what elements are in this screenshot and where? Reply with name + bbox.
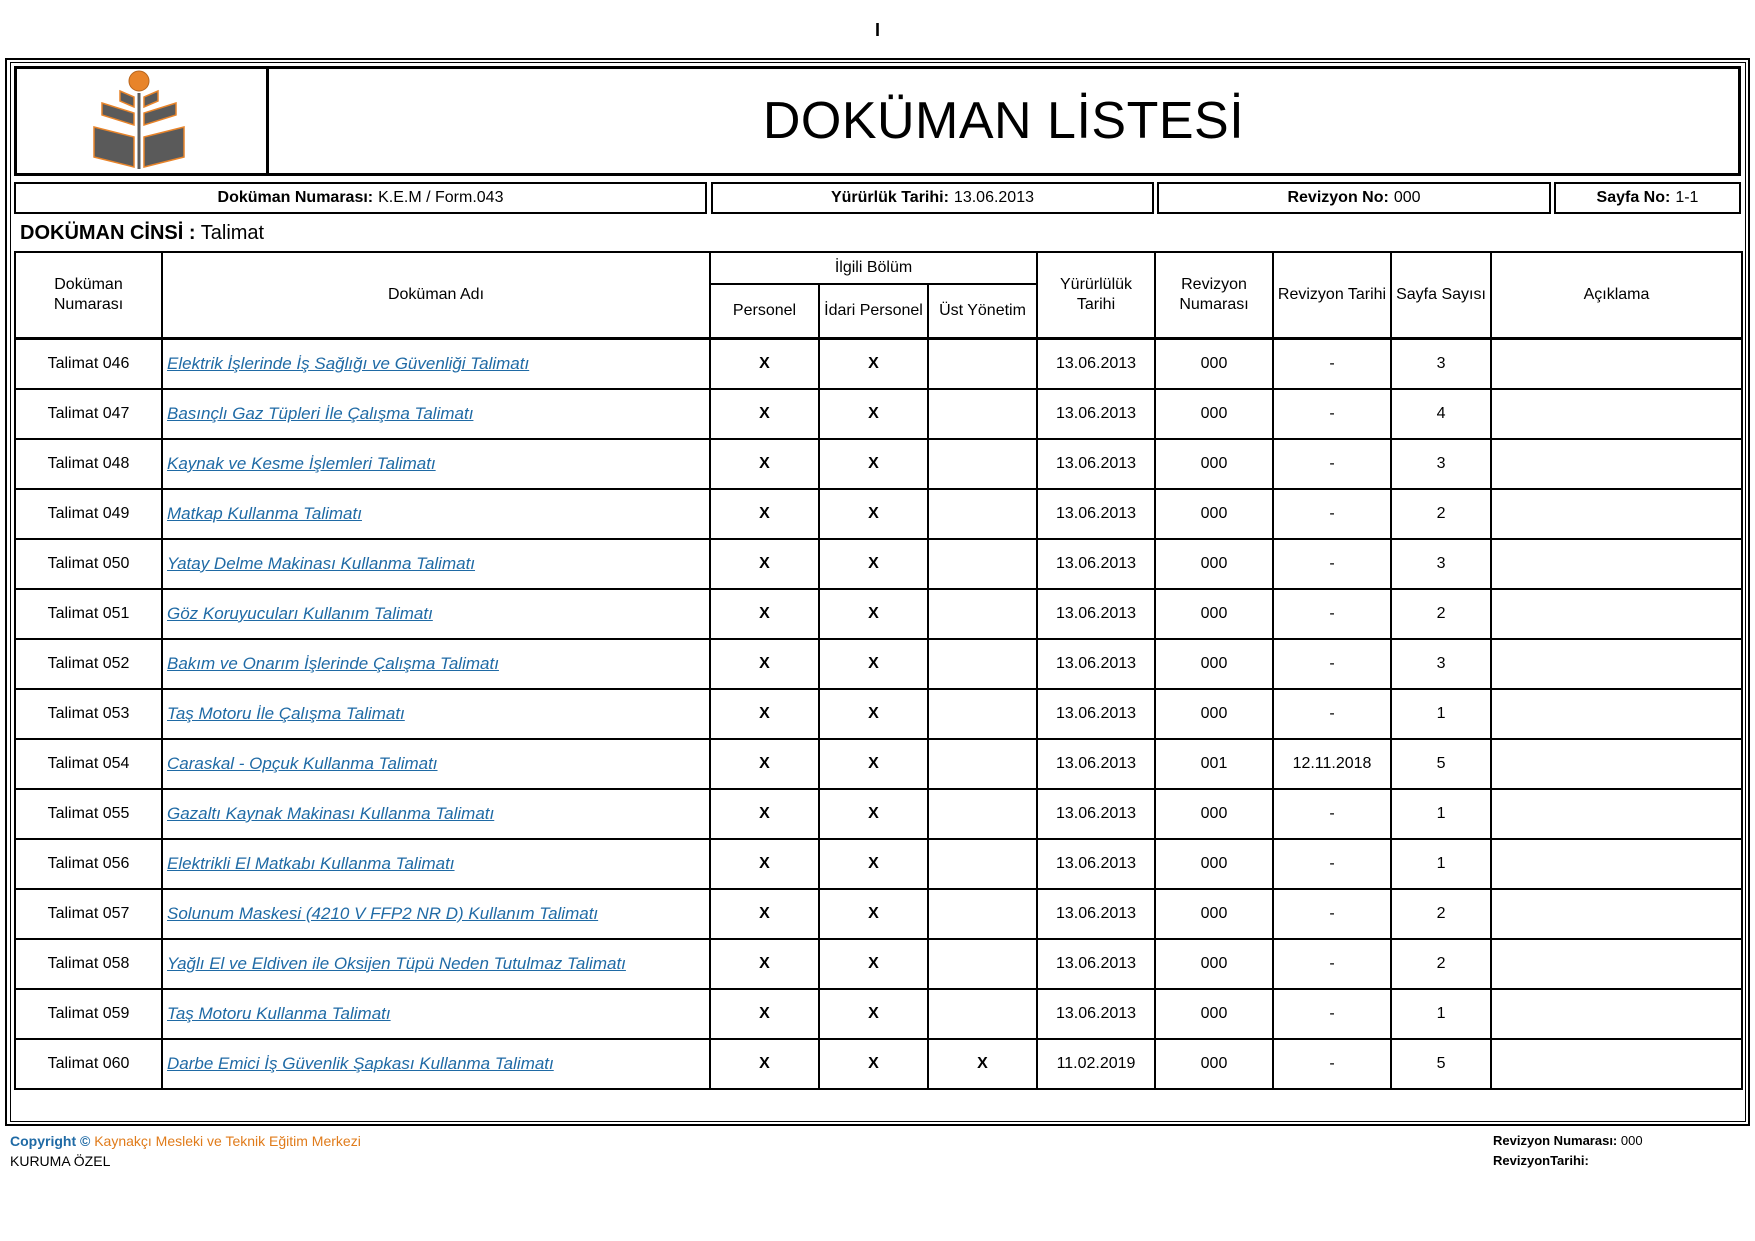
effective-date-cell: 13.06.2013 xyxy=(1037,789,1155,839)
page-count-cell: 3 xyxy=(1391,539,1491,589)
dept-personnel-cell: X xyxy=(710,989,819,1039)
dept-personnel-cell: X xyxy=(710,839,819,889)
table-row xyxy=(15,589,1742,639)
effective-date-cell: 13.06.2013 xyxy=(1037,339,1155,390)
dept-admin-cell: X xyxy=(819,839,928,889)
revision-date-cell: - xyxy=(1273,439,1391,489)
doc-no-cell: Talimat 051 xyxy=(15,589,162,639)
page-count-cell: 1 xyxy=(1391,839,1491,889)
dept-personnel-cell: X xyxy=(710,889,819,939)
table-row xyxy=(15,489,1742,539)
table-row xyxy=(15,939,1742,989)
revision-date-cell: - xyxy=(1273,539,1391,589)
footer-revision-no-label: Revizyon Numarası: xyxy=(1493,1133,1618,1148)
effective-date-cell: 13.06.2013 xyxy=(1037,889,1155,939)
revision-date-cell: - xyxy=(1273,839,1391,889)
footer-revision-date-label: RevizyonTarihi: xyxy=(1493,1153,1589,1168)
doc-name-link[interactable]: Solunum Maskesi (4210 V FFP2 NR D) Kullanım Talimatı xyxy=(167,904,599,923)
table-row xyxy=(15,539,1742,589)
table-row xyxy=(15,1039,1742,1089)
meta-revision-no-label: Revizyon No: xyxy=(1287,189,1389,206)
dept-management-cell xyxy=(928,439,1037,489)
doc-name-cell xyxy=(162,789,710,839)
notes-cell xyxy=(1491,389,1742,439)
dept-personnel-cell: X xyxy=(710,339,819,390)
page-count-cell: 5 xyxy=(1391,739,1491,789)
dept-management-cell xyxy=(928,639,1037,689)
revision-date-cell: - xyxy=(1273,639,1391,689)
document-list-table xyxy=(14,251,1743,1090)
doc-no-cell: Talimat 056 xyxy=(15,839,162,889)
doc-name-cell xyxy=(162,539,710,589)
revision-date-cell: - xyxy=(1273,589,1391,639)
table-row xyxy=(15,639,1742,689)
doc-no-cell: Talimat 046 xyxy=(15,339,162,390)
doc-name-cell xyxy=(162,989,710,1039)
revision-no-cell: 000 xyxy=(1155,689,1273,739)
table-row xyxy=(15,789,1742,839)
dept-admin-cell: X xyxy=(819,539,928,589)
dept-management-cell xyxy=(928,339,1037,390)
col-header-dept-management: Üst Yönetim xyxy=(928,284,1037,339)
meta-revision-no xyxy=(1157,182,1551,214)
revision-no-cell: 000 xyxy=(1155,789,1273,839)
doc-name-cell xyxy=(162,389,710,439)
effective-date-cell: 13.06.2013 xyxy=(1037,539,1155,589)
doc-name-link[interactable]: Caraskal - Opçuk Kullanma Talimatı xyxy=(167,754,438,773)
col-header-revision-date: Revizyon Tarihi xyxy=(1273,252,1391,339)
effective-date-cell: 13.06.2013 xyxy=(1037,639,1155,689)
effective-date-cell: 13.06.2013 xyxy=(1037,389,1155,439)
notes-cell xyxy=(1491,889,1742,939)
table-row xyxy=(15,739,1742,789)
revision-date-cell: - xyxy=(1273,939,1391,989)
col-header-page-count: Sayfa Sayısı xyxy=(1391,252,1491,339)
doc-name-link[interactable]: Darbe Emici İş Güvenlik Şapkası Kullanma Talimatı xyxy=(167,1054,554,1073)
revision-date-cell: - xyxy=(1273,339,1391,390)
dept-admin-cell: X xyxy=(819,889,928,939)
meta-revision-no-value: 000 xyxy=(1393,189,1421,206)
doc-type-label: DOKÜMAN CİNSİ : xyxy=(20,222,196,244)
notes-cell xyxy=(1491,789,1742,839)
dept-personnel-cell: X xyxy=(710,789,819,839)
doc-name-link[interactable]: Kaynak ve Kesme İşlemleri Talimatı xyxy=(167,454,436,473)
dept-admin-cell: X xyxy=(819,389,928,439)
revision-date-cell: - xyxy=(1273,389,1391,439)
doc-no-cell: Talimat 055 xyxy=(15,789,162,839)
doc-no-cell: Talimat 052 xyxy=(15,639,162,689)
doc-name-link[interactable]: Basınçlı Gaz Tüpleri İle Çalışma Talimatı xyxy=(167,404,474,423)
copyright-label: Copyright © xyxy=(10,1133,91,1149)
revision-no-cell: 000 xyxy=(1155,939,1273,989)
doc-name-link[interactable]: Elektrik İşlerinde İş Sağlığı ve Güvenliği Talimatı xyxy=(167,354,530,373)
table-row xyxy=(15,989,1742,1039)
dept-management-cell xyxy=(928,739,1037,789)
doc-name-cell xyxy=(162,1039,710,1089)
revision-no-cell: 000 xyxy=(1155,539,1273,589)
notes-cell xyxy=(1491,489,1742,539)
doc-name-link[interactable]: Göz Koruyucuları Kullanım Talimatı xyxy=(167,604,433,623)
doc-name-link[interactable]: Taş Motoru İle Çalışma Talimatı xyxy=(167,704,405,723)
doc-name-cell xyxy=(162,889,710,939)
col-header-effective-date: Yürürlülük Tarihi xyxy=(1037,252,1155,339)
doc-name-link[interactable]: Yağlı El ve Eldiven ile Oksijen Tüpü Neden Tutulmaz Talimatı xyxy=(167,954,626,973)
footer-left xyxy=(10,1131,361,1171)
table-row xyxy=(15,889,1742,939)
page-count-cell: 2 xyxy=(1391,589,1491,639)
logo-cell xyxy=(17,69,269,173)
col-header-doc-no: Doküman Numarası xyxy=(15,252,162,339)
dept-management-cell xyxy=(928,839,1037,889)
notes-cell xyxy=(1491,689,1742,739)
page-count-cell: 5 xyxy=(1391,1039,1491,1089)
doc-name-link[interactable]: Gazaltı Kaynak Makinası Kullanma Talimatı xyxy=(167,804,495,823)
revision-no-cell: 000 xyxy=(1155,489,1273,539)
dept-admin-cell: X xyxy=(819,989,928,1039)
doc-no-cell: Talimat 057 xyxy=(15,889,162,939)
doc-name-cell xyxy=(162,439,710,489)
doc-no-cell: Talimat 060 xyxy=(15,1039,162,1089)
dept-personnel-cell: X xyxy=(710,939,819,989)
effective-date-cell: 13.06.2013 xyxy=(1037,439,1155,489)
notes-cell xyxy=(1491,439,1742,489)
notes-cell xyxy=(1491,939,1742,989)
col-header-doc-name: Doküman Adı xyxy=(162,252,710,339)
dept-personnel-cell: X xyxy=(710,739,819,789)
dept-personnel-cell: X xyxy=(710,539,819,589)
doc-no-cell: Talimat 048 xyxy=(15,439,162,489)
page-count-cell: 1 xyxy=(1391,989,1491,1039)
table-row xyxy=(15,389,1742,439)
page-marker: I xyxy=(874,20,880,40)
revision-date-cell: - xyxy=(1273,689,1391,739)
doc-name-cell xyxy=(162,939,710,989)
doc-name-cell xyxy=(162,689,710,739)
notes-cell xyxy=(1491,639,1742,689)
doc-name-cell xyxy=(162,589,710,639)
dept-management-cell xyxy=(928,939,1037,989)
doc-name-cell xyxy=(162,639,710,689)
revision-no-cell: 000 xyxy=(1155,1039,1273,1089)
dept-admin-cell: X xyxy=(819,789,928,839)
revision-date-cell: - xyxy=(1273,889,1391,939)
effective-date-cell: 13.06.2013 xyxy=(1037,739,1155,789)
notes-cell xyxy=(1491,589,1742,639)
page-count-cell: 1 xyxy=(1391,689,1491,739)
table-row xyxy=(15,439,1742,489)
confidentiality-label: KURUMA ÖZEL xyxy=(10,1153,111,1169)
effective-date-cell: 13.06.2013 xyxy=(1037,939,1155,989)
dept-management-cell xyxy=(928,589,1037,639)
notes-cell xyxy=(1491,339,1742,390)
dept-admin-cell: X xyxy=(819,589,928,639)
effective-date-cell: 13.06.2013 xyxy=(1037,589,1155,639)
doc-name-cell xyxy=(162,739,710,789)
col-header-dept-group: İlgili Bölüm xyxy=(710,252,1037,284)
dept-admin-cell: X xyxy=(819,439,928,489)
doc-type-value: Talimat xyxy=(200,222,265,244)
dept-personnel-cell: X xyxy=(710,639,819,689)
doc-no-cell: Talimat 059 xyxy=(15,989,162,1039)
page-count-cell: 1 xyxy=(1391,789,1491,839)
col-header-dept-admin: İdari Personel xyxy=(819,284,928,339)
revision-no-cell: 000 xyxy=(1155,989,1273,1039)
meta-effective-date-label: Yürürlük Tarihi: xyxy=(830,189,949,206)
dept-management-cell xyxy=(928,489,1037,539)
organization-name: Kaynakçı Mesleki ve Teknik Eğitim Merkezi xyxy=(94,1133,361,1149)
document-header xyxy=(14,66,1741,176)
meta-doc-number xyxy=(14,182,707,214)
revision-no-cell: 000 xyxy=(1155,589,1273,639)
dept-admin-cell: X xyxy=(819,1039,928,1089)
dept-admin-cell: X xyxy=(819,339,928,390)
dept-personnel-cell: X xyxy=(710,489,819,539)
doc-name-link[interactable]: Bakım ve Onarım İşlerinde Çalışma Talimatı xyxy=(167,654,499,673)
effective-date-cell: 13.06.2013 xyxy=(1037,989,1155,1039)
col-header-notes: Açıklama xyxy=(1491,252,1742,339)
doc-name-link[interactable]: Yatay Delme Makinası Kullanma Talimatı xyxy=(167,554,476,573)
revision-no-cell: 000 xyxy=(1155,439,1273,489)
revision-date-cell: - xyxy=(1273,989,1391,1039)
effective-date-cell: 13.06.2013 xyxy=(1037,839,1155,889)
meta-page-no-label: Sayfa No: xyxy=(1596,189,1671,206)
dept-management-cell xyxy=(928,539,1037,589)
dept-admin-cell: X xyxy=(819,639,928,689)
meta-effective-date xyxy=(711,182,1154,214)
notes-cell xyxy=(1491,539,1742,589)
book-wheat-logo-icon xyxy=(82,69,202,173)
meta-effective-date-value: 13.06.2013 xyxy=(953,189,1034,206)
revision-date-cell: 12.11.2018 xyxy=(1273,739,1391,789)
dept-management-cell xyxy=(928,389,1037,439)
revision-date-cell: - xyxy=(1273,1039,1391,1089)
revision-no-cell: 000 xyxy=(1155,639,1273,689)
footer-revision-no-value: 000 xyxy=(1620,1133,1643,1148)
page-count-cell: 3 xyxy=(1391,339,1491,390)
revision-no-cell: 000 xyxy=(1155,389,1273,439)
page-count-cell: 3 xyxy=(1391,639,1491,689)
doc-no-cell: Talimat 053 xyxy=(15,689,162,739)
dept-management-cell: X xyxy=(928,1039,1037,1089)
effective-date-cell: 13.06.2013 xyxy=(1037,489,1155,539)
dept-personnel-cell: X xyxy=(710,1039,819,1089)
notes-cell xyxy=(1491,739,1742,789)
dept-admin-cell: X xyxy=(819,489,928,539)
doc-name-link[interactable]: Elektrikli El Matkabı Kullanma Talimatı xyxy=(167,854,455,873)
meta-doc-number-label: Doküman Numarası: xyxy=(217,189,374,206)
table-row xyxy=(15,339,1742,390)
doc-name-cell xyxy=(162,489,710,539)
doc-name-cell xyxy=(162,839,710,889)
doc-name-link[interactable]: Matkap Kullanma Talimatı xyxy=(167,504,362,523)
effective-date-cell: 13.06.2013 xyxy=(1037,689,1155,739)
table-row xyxy=(15,689,1742,739)
revision-no-cell: 000 xyxy=(1155,839,1273,889)
page-count-cell: 2 xyxy=(1391,489,1491,539)
table-row xyxy=(15,839,1742,889)
document-list-body xyxy=(15,339,1742,1090)
notes-cell xyxy=(1491,989,1742,1039)
page-count-cell: 4 xyxy=(1391,389,1491,439)
revision-no-cell: 001 xyxy=(1155,739,1273,789)
revision-no-cell: 000 xyxy=(1155,339,1273,390)
doc-no-cell: Talimat 047 xyxy=(15,389,162,439)
dept-management-cell xyxy=(928,889,1037,939)
doc-no-cell: Talimat 050 xyxy=(15,539,162,589)
doc-no-cell: Talimat 058 xyxy=(15,939,162,989)
dept-management-cell xyxy=(928,789,1037,839)
dept-admin-cell: X xyxy=(819,739,928,789)
doc-name-link[interactable]: Taş Motoru Kullanma Talimatı xyxy=(167,1004,391,1023)
dept-personnel-cell: X xyxy=(710,439,819,489)
doc-no-cell: Talimat 049 xyxy=(15,489,162,539)
dept-admin-cell: X xyxy=(819,939,928,989)
document-title: DOKÜMAN LİSTESİ xyxy=(762,92,1245,150)
page-count-cell: 2 xyxy=(1391,889,1491,939)
footer-right xyxy=(1493,1131,1643,1171)
doc-no-cell: Talimat 054 xyxy=(15,739,162,789)
effective-date-cell: 11.02.2019 xyxy=(1037,1039,1155,1089)
dept-personnel-cell: X xyxy=(710,589,819,639)
col-header-dept-personnel: Personel xyxy=(710,284,819,339)
page-count-cell: 2 xyxy=(1391,939,1491,989)
dept-admin-cell: X xyxy=(819,689,928,739)
dept-management-cell xyxy=(928,689,1037,739)
revision-date-cell: - xyxy=(1273,489,1391,539)
col-header-revision-no: Revizyon Numarası xyxy=(1155,252,1273,339)
revision-date-cell: - xyxy=(1273,789,1391,839)
meta-doc-number-value: K.E.M / Form.043 xyxy=(378,189,504,206)
dept-personnel-cell: X xyxy=(710,689,819,739)
meta-row xyxy=(14,182,1741,214)
page-count-cell: 3 xyxy=(1391,439,1491,489)
dept-management-cell xyxy=(928,989,1037,1039)
meta-page-no xyxy=(1554,182,1741,214)
doc-name-cell xyxy=(162,339,710,390)
doc-type xyxy=(20,222,264,245)
dept-personnel-cell: X xyxy=(710,389,819,439)
notes-cell xyxy=(1491,1039,1742,1089)
revision-no-cell: 000 xyxy=(1155,889,1273,939)
notes-cell xyxy=(1491,839,1742,889)
meta-page-no-value: 1-1 xyxy=(1675,189,1699,206)
